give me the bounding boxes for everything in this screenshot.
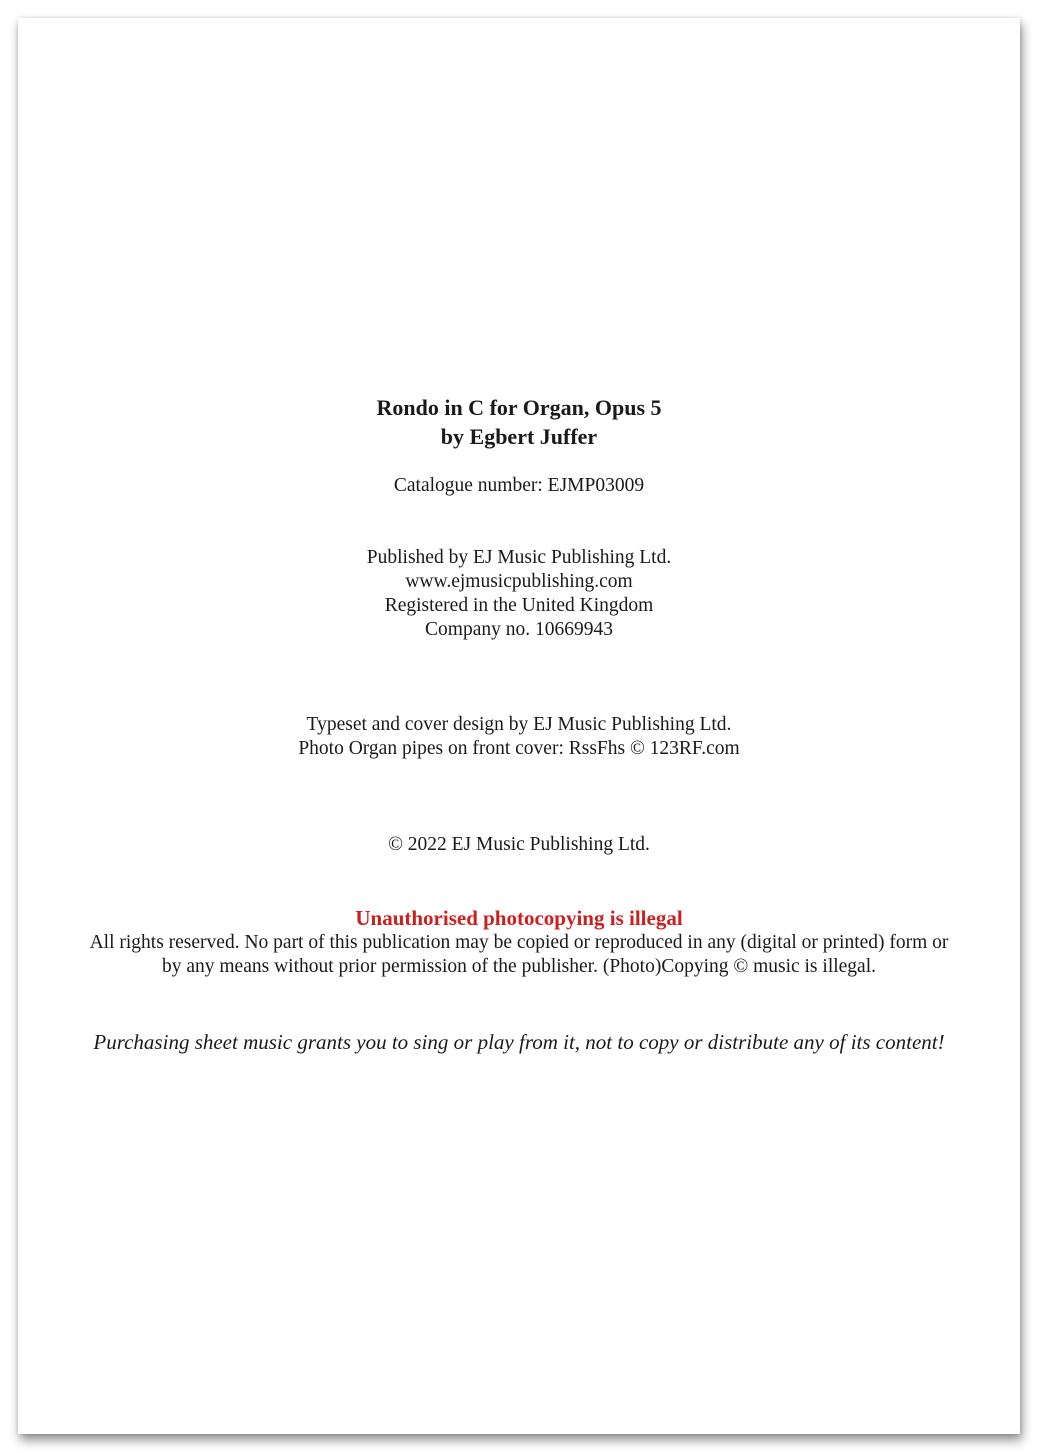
catalogue-number: Catalogue number: EJMP03009 [393, 475, 645, 496]
photo-credit: Photo Organ pipes on front cover: RssFhs © 123RF.com [298, 738, 740, 759]
purchase-notice: Purchasing sheet music grants you to sing or play from it, not to copy or distribute any of its content! [93, 1030, 945, 1054]
publisher-website: www.ejmusicpublishing.com [405, 571, 633, 592]
rights-reserved-line-2: by any means without prior permission of the publisher. (Photo)Copying © music is illegal. [161, 956, 877, 977]
publisher-registration: Registered in the United Kingdom [384, 595, 654, 616]
photocopy-warning-heading: Unauthorised photocopying is illegal [355, 906, 683, 930]
copyright-line: © 2022 EJ Music Publishing Ltd. [388, 834, 650, 855]
rights-reserved-line-1: All rights reserved. No part of this publication may be copied or reproduced in any (digital or printed) form or [89, 932, 949, 953]
typeset-credit: Typeset and cover design by EJ Music Publishing Ltd. [306, 714, 732, 735]
composer-line: by Egbert Juffer [440, 424, 598, 449]
publisher-name: Published by EJ Music Publishing Ltd. [366, 547, 672, 568]
document-page [18, 18, 1020, 1434]
publisher-company-number: Company no. 10669943 [425, 619, 613, 640]
page-title: Rondo in C for Organ, Opus 5 [376, 395, 662, 420]
